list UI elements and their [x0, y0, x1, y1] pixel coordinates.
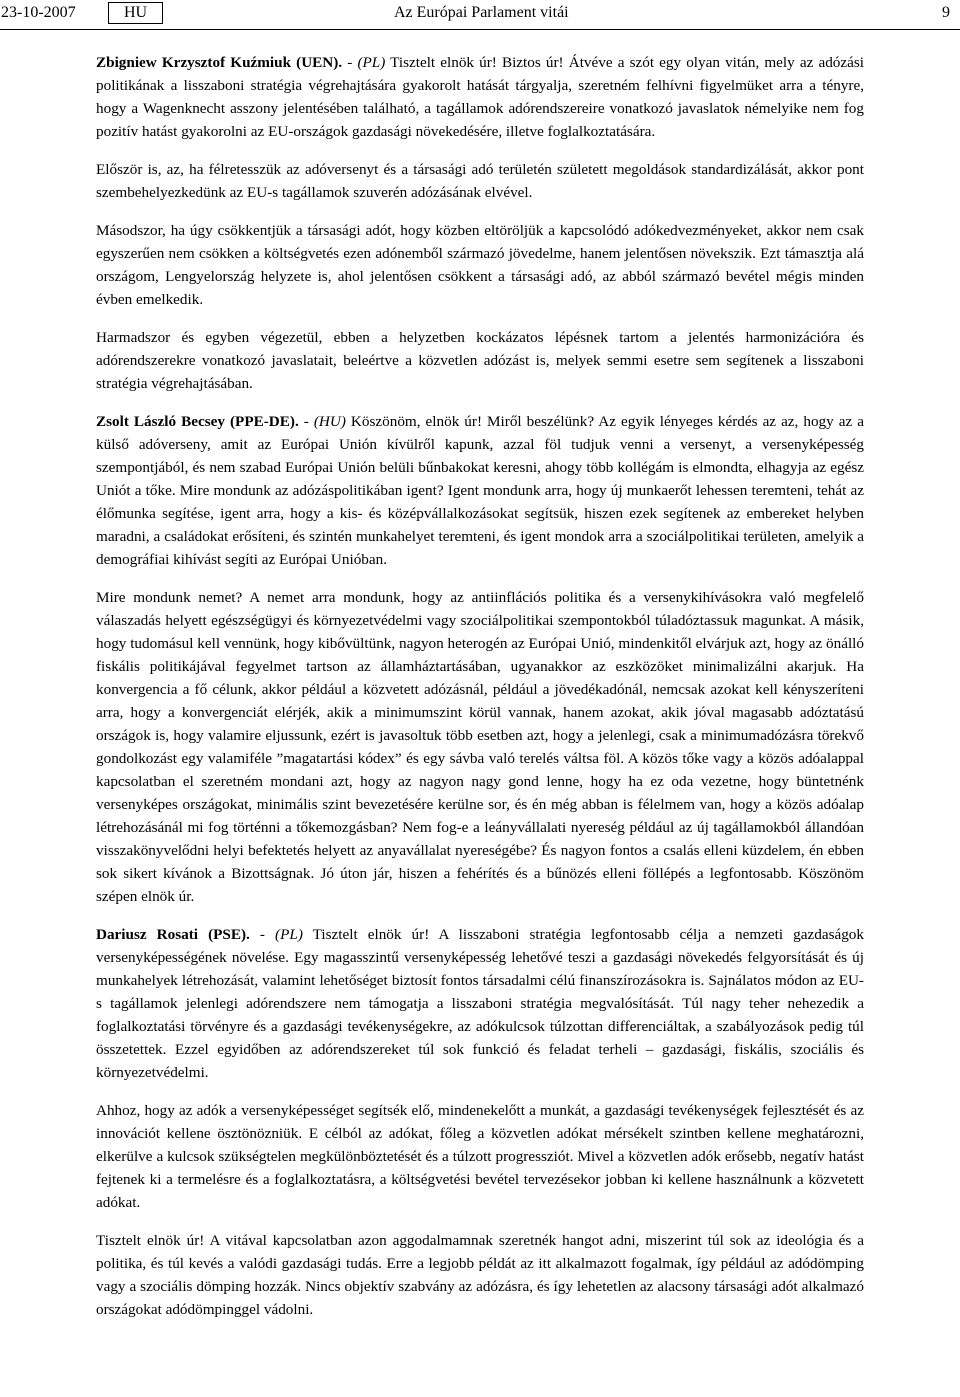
- speaker-separator: -: [342, 54, 358, 71]
- paragraph-text: Mire mondunk nemet? A nemet arra mondunk, hogy az antiinflációs politika és a versenykihívásokra való megfelelő válaszadás helyett egészségügyi és környezetvédelmi vagy szociálpolitikai szempontokból túladóztassuk magunkat. A másik, hogy tudomásul kell vennünk, hogy kibővültünk, nagyon heterogén az Európai Unió, mindenkitől elvárjuk azt, hogy az önálló fiskális politikájával fegyelmet tartson az államháztartásában, ugyanakkor az eszközöket minimalizálni akarjuk. Ha konvergencia a fő célunk, akkor például a közvetett adózásnál, például a jövedékadónál, nemcsak azokat kell kényszeríteni arra, hogy a konvergenciát elérjék, akik a minimumszint körül vannak, hanem azokat, akik jóval magasabb adóztatású országok is, hogy valamire eljussunk, ezért is javasoltuk több esetben azt, hogy a jelenlegi, csak a minimumadózásra törekvő gondolkozást egy valamiféle ”magatartási kódex” és egy sávba való terelés váltsa föl. A közös tőke vagy a közös adóalappal kapcsolatban el szeretném mondani azt, hogy az nagyon nagy gond lenne, hogy ha ez oda vezetne, hogy büntetnénk versenyképes országokat, minimális szint bevezetésére kerülne sor, és én még abban is félelmem van, hogy a közös adóalap létrehozásánál mi fog történni a tőkemozgásban? Nem fog-e a leányvállalati nyereség például az új tagállamokból állandóan visszakönyvelődni helyi befektetés helyett az anyavállalat nyereségébe? És nagyon fontos a csalás elleni küzdelem, én ebben sok sikert kívánok a Bizottságnak. Jó úton jár, hiszen a fehérítés és a bűnözés elleni föllépés a legfontosabb. Köszönöm szépen elnök úr.: [96, 589, 864, 905]
- language-code-badge: HU: [108, 2, 163, 24]
- page-number: 9: [942, 4, 950, 21]
- speaker-name: Zbigniew Krzysztof Kuźmiuk (UEN).: [96, 54, 343, 71]
- header-rule: [0, 29, 960, 30]
- speaker-language: (PL): [357, 54, 386, 71]
- paragraph: [96, 51, 864, 143]
- paragraph-text: Harmadszor és egyben végezetül, ebben a helyzetben kockázatos lépésnek tartom a jelentés harmonizációra és adórendszerekre vonatkozó javaslatait, beleértve a közvetlen adózást is, melyek semmi esetre sem segítenek a lisszaboni stratégia végrehajtásában.: [96, 329, 864, 392]
- page-header: [0, 0, 960, 30]
- paragraph: [96, 586, 864, 908]
- paragraph-text: Először is, az, ha félretesszük az adóversenyt és a társasági adó területén született megoldások standardizálását, akkor pont szembehelyezkedünk az EU-s tagállamok szuverén adózásának elvével.: [96, 161, 864, 201]
- paragraph: [96, 410, 864, 571]
- paragraph: [96, 219, 864, 311]
- document-body: [96, 51, 864, 1336]
- paragraph: [96, 158, 864, 204]
- speaker-name: Zsolt László Becsey (PPE-DE).: [96, 413, 299, 430]
- paragraph-text: Tisztelt elnök úr! Biztos úr! Átvéve a szót egy olyan vitán, mely az adózási politikának a lisszaboni stratégia végrehajtására gyakorolt hatását tárgyalja, szeretném felhívni figyelmüket arra a tényre, hogy a Wagenknecht asszony jelentésében található, a tagállamok adórendszereire vonatkozó javaslatok némelyike nem fog pozitív hatást gyakorolni az EU-országok gazdasági növekedésére, illetve foglalkoztatására.: [96, 54, 864, 140]
- speaker-separator: -: [298, 413, 314, 430]
- speaker-language: (PL): [275, 926, 303, 943]
- paragraph-text: Ahhoz, hogy az adók a versenyképességet segítsék elő, mindenekelőtt a munkát, a gazdasági tevékenységek fejlesztését és az innovációt kellene ösztönözniük. E célból az adókat, főleg a közvetlen adókat mérsékelt szintben kellene meghatározni, elkerülve a kulcsok szükségtelen megkülönböztetését és a túlzott progressziót. Mivel a közvetlen adók erősebb, negatív hatást fejtenek ki a termelésre és a foglalkoztatásra, a költségvetési bevétel tervezésekor jobban ki kellene használnunk a közvetett adókat.: [96, 1102, 864, 1211]
- speaker-language: (HU): [313, 413, 346, 430]
- speaker-name: Dariusz Rosati (PSE).: [96, 926, 250, 943]
- paragraph: [96, 326, 864, 395]
- paragraph: [96, 1099, 864, 1214]
- document-title: Az Európai Parlament vitái: [394, 4, 569, 21]
- paragraph: [96, 1229, 864, 1321]
- paragraph: [96, 923, 864, 1084]
- paragraph-text: Másodszor, ha úgy csökkentjük a társasági adót, hogy közben eltöröljük a kapcsolódó adókedvezményeket, akkor nem csak egyszerűen nem csökken a költségvetés ezen adónemből származó jövedelme, hanem jelentősen növekszik. Ezt támasztja alá országom, Lengyelország helyzete is, ahol jelentősen csökkent a társasági adó, az abból származó bevétel mégis minden évben emelkedik.: [96, 222, 864, 308]
- paragraph-text: Köszönöm, elnök úr! Miről beszélünk? Az egyik lényeges kérdés az az, hogy az a külső adóverseny, amit az Európai Unión kívülről kapunk, azzal föl tudjuk venni a versenyt, a versenyképesség szempontjából, és nem szabad Európai Unión belüli bűnbakokat keresni, ahogy több kollégám is elmondta, elhagyja az egész Uniót a tőke. Mire mondunk az adózáspolitikában igent? Igent mondunk arra, hogy új munkaerőt lehessen teremteni, tehát az élőmunka segítése, igent arra, hogy a kis- és középvállalkozásokat segítsük, hiszen ezek segítenek az embereket helyben maradni, a családokat erősíteni, és szintén munkahelyet teremteni, és igent mondok arra a szociálpolitikai területen, amelyik a demográfiai kihívást segíti az Európai Unióban.: [96, 413, 864, 568]
- header-date: 23-10-2007: [1, 4, 76, 21]
- speaker-separator: -: [249, 926, 276, 943]
- paragraph-text: Tisztelt elnök úr! A lisszaboni stratégia legfontosabb célja a nemzeti gazdaságok versenyképességének növelése. Egy magasszintű versenyképesség lehetővé teszi a gazdasági növekedés felgyorsítását és új munkahelyek létrehozását, valamint lehetőséget biztosít fontos társadalmi célú finanszírozásokra is. Sajnálatos módon az EU-s tagállamok jelenlegi adórendszere nem támogatja a lisszaboni stratégia megvalósítását. Túl nagy teher nehezedik a foglalkoztatási törvényre és a gazdasági tevékenységekre, az adókulcsok túlzottan differenciáltak, a szabályozások pedig túl összetettek. Ezzel egyidőben az adórendszereket túl sok funkció és feladat terheli – gazdasági, fiskális, szociális és környezetvédelmi.: [96, 926, 864, 1081]
- paragraph-text: Tisztelt elnök úr! A vitával kapcsolatban azon aggodalmamnak szeretnék hangot adni, miszerint túl sok az ideológia és a politika, és túl kevés a valódi gazdasági tudás. Erre a legjobb példát az itt alkalmazott fogalmak, így például az adódömping vagy a szociális dömping hozzák. Nincs objektív szabvány az adózásra, és így lehetetlen az alacsony társasági adót alkalmazó országokat adódömpinggel vádolni.: [96, 1232, 864, 1318]
